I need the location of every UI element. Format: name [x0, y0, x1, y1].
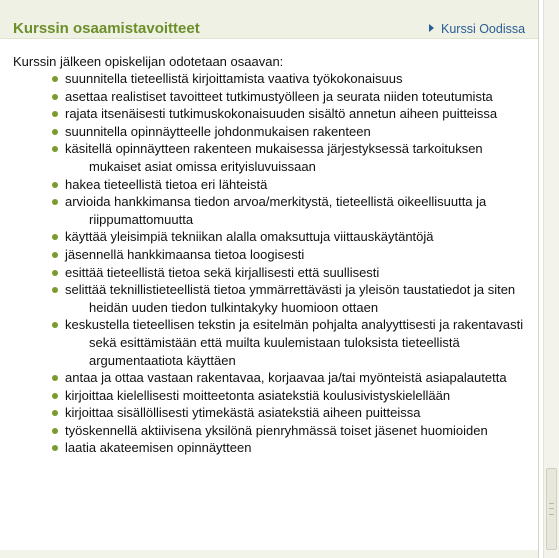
list-item-text: selittää teknillistieteellistä tietoa ymmärrettävästi ja yleisön taustatiedot ja siten heidän uuden tiedon tulkintakyky huomioon ottaen	[65, 282, 516, 315]
list-item	[48, 281, 528, 316]
panel-divider	[538, 0, 539, 558]
list-item-text: rajata itsenäisesti tutkimuskokonaisuuden sisältö annetun aiheen puitteissa	[65, 106, 498, 122]
course-link-label[interactable]: Kurssi Oodissa	[441, 22, 526, 36]
list-item	[48, 264, 528, 282]
bullet-dot-icon	[52, 375, 58, 381]
outcomes-list	[48, 70, 528, 457]
bottom-border	[0, 550, 538, 558]
list-item	[48, 176, 528, 194]
list-item	[48, 105, 528, 123]
list-item	[48, 70, 528, 88]
list-item-text: käsitellä opinnäytteen rakenteen mukaisessa järjestyksessä tarkoituksen mukaiset asiat omissa erityisluvuissaan	[65, 141, 483, 174]
page-title: Kurssin osaamistavoitteet	[13, 20, 200, 37]
bullet-dot-icon	[52, 287, 58, 293]
bullet-dot-icon	[52, 322, 58, 328]
list-item-text: kirjoittaa kielellisesti moitteetonta asiatekstiä koulusivistyskielellään	[65, 387, 451, 403]
list-item	[48, 439, 528, 457]
bullet-dot-icon	[52, 428, 58, 434]
list-item-text: kirjoittaa sisällöllisesti ytimekästä asiatekstiä aiheen puitteissa	[65, 405, 421, 421]
scrollbar-thumb[interactable]	[546, 468, 557, 550]
list-item	[48, 422, 528, 440]
list-item	[48, 369, 528, 387]
list-item	[48, 123, 528, 141]
list-item	[48, 140, 528, 175]
bullet-dot-icon	[52, 182, 58, 188]
bullet-dot-icon	[52, 270, 58, 276]
bullet-dot-icon	[52, 129, 58, 135]
list-item	[48, 387, 528, 405]
bullet-dot-icon	[52, 94, 58, 100]
list-item	[48, 88, 528, 106]
list-item	[48, 228, 528, 246]
list-item-text: asettaa realistiset tavoitteet tutkimustyölleen ja seurata niiden toteutumista	[65, 88, 493, 104]
bullet-dot-icon	[52, 199, 58, 205]
intro-text: Kurssin jälkeen opiskelijan odotetaan osaavan:	[13, 54, 284, 69]
list-item-text: laatia akateemisen opinnäytteen	[65, 440, 252, 456]
bullet-dot-icon	[52, 234, 58, 240]
list-item-text: hakea tieteellistä tietoa eri lähteistä	[65, 176, 268, 192]
list-item-text: työskennellä aktiivisena yksilönä pienryhmässä toiset jäsenet huomioiden	[65, 422, 488, 438]
list-item-text: antaa ja ottaa vastaan rakentavaa, korjaavaa ja/tai myönteistä asiapalautetta	[65, 370, 507, 386]
list-item-text: suunnitella opinnäytteelle johdonmukaisen rakenteen	[65, 123, 371, 139]
list-item-text: suunnitella tieteellistä kirjoittamista vaativa työkokonaisuus	[65, 71, 403, 86]
chevron-right-icon	[429, 24, 434, 32]
list-item	[48, 193, 528, 228]
bullet-dot-icon	[52, 252, 58, 258]
list-item	[48, 246, 528, 264]
list-item-text: käyttää yleisimpiä tekniikan alalla omaksuttuja viittauskäytäntöjä	[65, 229, 434, 245]
list-item-text: jäsennellä hankkimaansa tietoa loogisesti	[65, 246, 305, 262]
grip-icon	[549, 503, 554, 515]
list-item-text: arvioida hankkimansa tiedon arvoa/merkitystä, tieteellistä oikeellisuutta ja riippumattomuutta	[65, 194, 487, 227]
bullet-dot-icon	[52, 111, 58, 117]
list-item	[48, 404, 528, 422]
list-item-text: keskustella tieteellisen tekstin ja esitelmän pohjalta analyyttisesti ja rakentavasti sekä esittämistään että muilta kuulemistaan tuloksista tieteellistä argumentaatiota käyttäen	[65, 317, 524, 368]
course-link[interactable]	[429, 22, 525, 36]
list-item	[48, 316, 528, 369]
bullet-dot-icon	[52, 146, 58, 152]
vertical-scrollbar[interactable]	[543, 0, 559, 558]
bullet-dot-icon	[52, 76, 58, 82]
bullet-dot-icon	[52, 410, 58, 416]
list-item-text: esittää tieteellistä tietoa sekä kirjallisesti että suullisesti	[65, 264, 380, 280]
bullet-dot-icon	[52, 393, 58, 399]
bullet-dot-icon	[52, 445, 58, 451]
